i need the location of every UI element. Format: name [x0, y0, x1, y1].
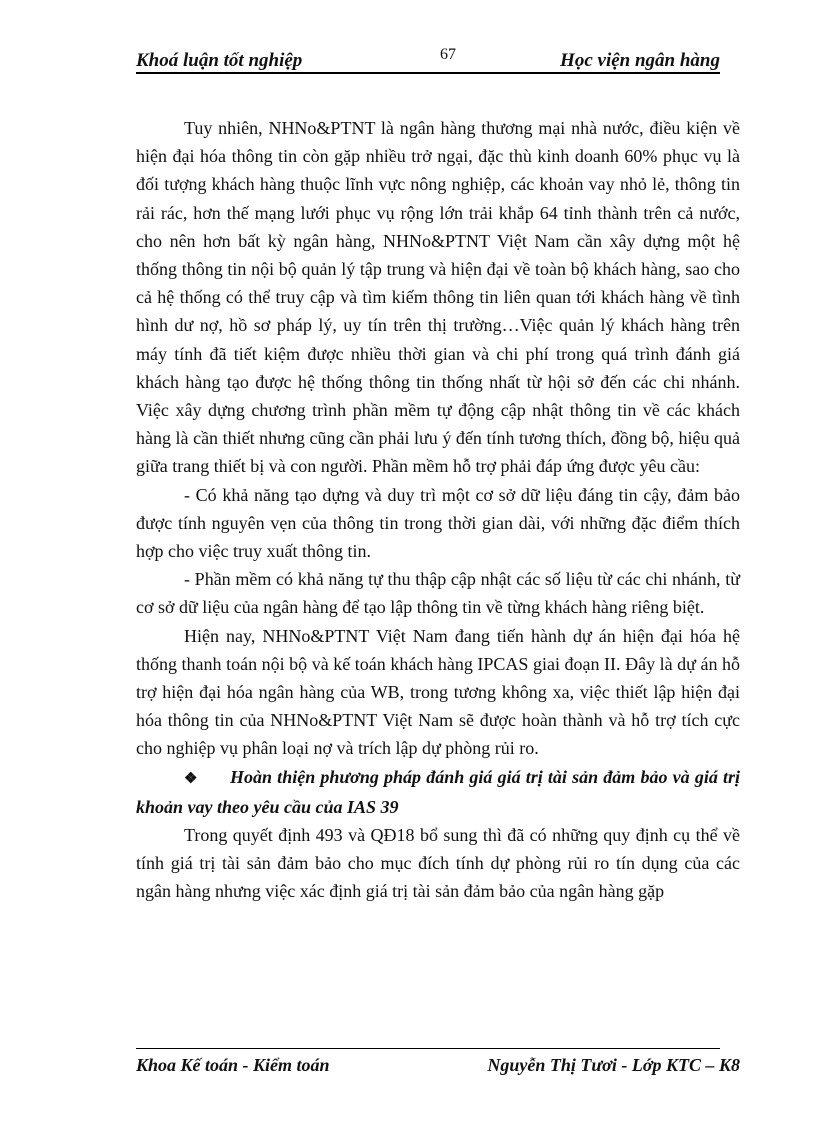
diamond-bullet-icon: ❖	[184, 770, 198, 787]
paragraph-requirement-1: - Có khả năng tạo dựng và duy trì một cơ sở dữ liệu đáng tin cậy, đảm bảo được tính nguyên vẹn của thông tin trong thời gian dài, với những đặc điểm thích hợp cho việc truy xuất thông tin.	[136, 484, 740, 562]
section-heading	[136, 763, 740, 821]
footer-rule	[136, 1048, 720, 1049]
header-institution: Học viện ngân hàng	[560, 50, 720, 71]
header-rule	[136, 72, 720, 74]
header-thesis-label: Khoá luận tốt nghiệp	[136, 50, 303, 71]
page-body	[136, 114, 740, 906]
section-heading-text: Hoàn thiện phương pháp đánh giá giá trị tài sản đảm bảo và giá trị khoản vay theo yêu cầu của IAS 39	[136, 766, 740, 817]
footer-author: Nguyễn Thị Tươi - Lớp KTC – K8	[487, 1055, 740, 1075]
paragraph-intro: Tuy nhiên, NHNo&PTNT là ngân hàng thương mại nhà nước, điều kiện về hiện đại hóa thông tin còn gặp nhiều trở ngại, đặc thù kinh doanh 60% phục vụ là đối tượng khách hàng thuộc lĩnh vực nông nghiệp, các khoản vay nhỏ lẻ, thông tin rải rác, hơn thế mạng lưới phục vụ rộng lớn trải khắp 64 tỉnh thành trên cả nước, cho nên hơn bất kỳ ngân hàng, NHNo&PTNT Việt Nam cần xây dựng một hệ thống thông tin nội bộ quản lý tập trung và hiện đại về toàn bộ khách hàng, sao cho cả hệ thống có thể truy cập và tìm kiếm thông tin liên quan tới khách hàng về tình hình dư nợ, hồ sơ pháp lý, uy tín trên thị trường…Việc quản lý khách hàng trên máy tính đã tiết kiệm được nhiều thời gian và chi phí trong quá trình đánh giá khách hàng tạo được hệ thống thông tin thống nhất từ hội sở đến các chi nhánh. Việc xây dựng chương trình phần mềm tự động cập nhật thông tin về các khách hàng là cần thiết nhưng cũng cần phải lưu ý đến tính tương thích, đồng bộ, hiệu quả giữa trang thiết bị và con người. Phần mềm hỗ trợ phải đáp ứng được yêu cầu:	[136, 118, 740, 477]
paragraph-collateral: Trong quyết định 493 và QĐ18 bổ sung thì đã có những quy định cụ thể về tính giá trị tài sản đảm bảo cho mục đích tính dự phòng rủi ro tín dụng của các ngân hàng nhưng việc xác định giá trị tài sản đảm bảo của ngân hàng gặp	[136, 825, 740, 902]
page-footer	[136, 1055, 740, 1081]
paragraph-requirement-2: - Phần mềm có khả năng tự thu thập cập nhật các số liệu từ các chi nhánh, từ cơ sở dữ liệu của ngân hàng để tạo lập thông tin về từng khách hàng riêng biệt.	[136, 569, 740, 618]
page-number: 67	[440, 46, 456, 63]
footer-faculty: Khoa Kế toán - Kiểm toán	[136, 1055, 330, 1075]
paragraph-ipcas: Hiện nay, NHNo&PTNT Việt Nam đang tiến hành dự án hiện đại hóa hệ thống thanh toán nội bộ và kế toán khách hàng IPCAS giai đoạn II. Đây là dự án hỗ trợ hiện đại hóa ngân hàng của WB, trong tương không xa, việc thiết lập hiện đại hóa thông tin của NHNo&PTNT Việt Nam sẽ được hoàn thành và hỗ trợ tích cực cho nghiệp vụ phân loại nợ và trích lập dự phòng rủi ro.	[136, 625, 740, 759]
page-header	[136, 46, 720, 72]
